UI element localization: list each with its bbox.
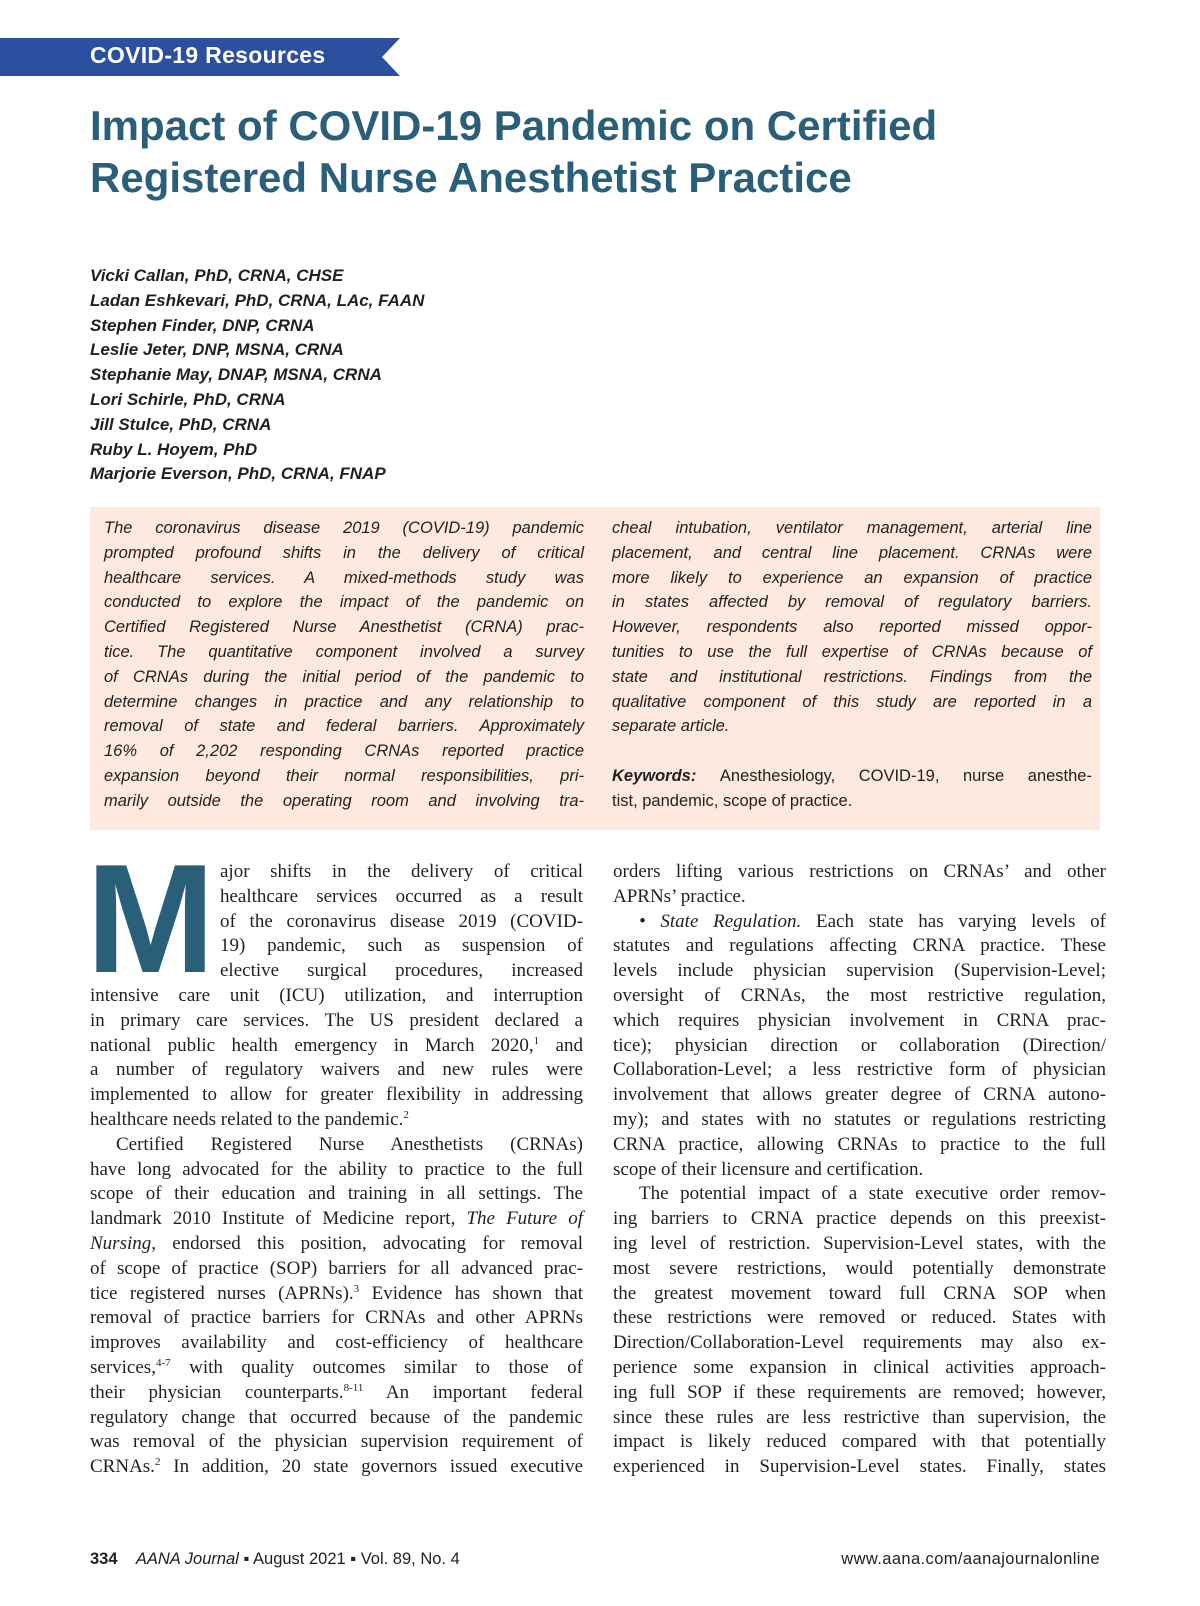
abstract-column-right xyxy=(612,516,1092,814)
body-line: in primary care services. The US president declared a xyxy=(90,1009,583,1031)
body-line: since these rules are less restrictive than supervision, the xyxy=(613,1406,1106,1428)
abstract-line: separate article. xyxy=(612,717,730,736)
body-line xyxy=(90,1232,583,1257)
body-line xyxy=(90,1455,583,1480)
author-list xyxy=(90,264,690,487)
title-line-1: Impact of COVID-19 Pandemic on Certified xyxy=(90,102,938,149)
body-line: a number of regulatory waivers and new rules were xyxy=(90,1059,583,1081)
text-run: national public health emergency in March 2020, xyxy=(90,1034,534,1056)
keywords-line-1 xyxy=(612,764,1092,789)
reference-superscript: 2 xyxy=(154,1456,161,1469)
body-line: oversight of CRNAs, the most restrictive regulation, xyxy=(613,984,1106,1006)
author: Ladan Eshkevari, PhD, CRNA, LAc, FAAN xyxy=(90,290,425,310)
body-line: impact is likely reduced compared with that potentially xyxy=(613,1431,1106,1453)
paragraph xyxy=(613,860,1106,910)
body-line: tice); physician direction or collaboration (Direction/ xyxy=(613,1034,1106,1056)
journal-url[interactable]: www.aana.com/aanajournalonline xyxy=(841,1550,1100,1568)
text-run: An important federal xyxy=(363,1381,584,1403)
body-line: levels include physician supervision (Supervision-Level; xyxy=(613,960,1106,982)
body-line: removal of practice barriers for CRNAs and other APRNs xyxy=(90,1307,583,1329)
text-run: landmark 2010 Institute of Medicine report, xyxy=(90,1208,467,1230)
body-line xyxy=(90,1282,583,1307)
state-regulation-bullet xyxy=(613,910,1106,1183)
body-line xyxy=(613,910,1106,935)
abstract-line: tunities to use the full expertise of CRNAs because of xyxy=(612,642,1092,661)
body-line: elective surgical procedures, increased xyxy=(220,960,583,982)
drop-cap: M xyxy=(86,832,216,1005)
article-title xyxy=(90,100,1090,204)
reference-superscript: 8-11 xyxy=(343,1381,364,1394)
section-banner xyxy=(0,38,415,76)
text-run: and xyxy=(539,1034,583,1056)
author: Jill Stulce, PhD, CRNA xyxy=(90,414,272,434)
body-line: these restrictions were removed or reduced. States with xyxy=(613,1307,1106,1329)
body-line: regulatory change that occurred because of the pandemic xyxy=(90,1406,583,1428)
text-run: with quality outcomes similar to those of xyxy=(170,1356,583,1378)
keywords-label: Keywords: xyxy=(612,766,697,785)
keywords-line-2 xyxy=(612,789,1092,814)
abstract-line: cheal intubation, ventilator management, arterial line xyxy=(612,519,1092,537)
body-line: which requires physician involvement in CRNA prac- xyxy=(613,1009,1106,1031)
abstract-line: placement, and central line placement. CRNAs were xyxy=(612,543,1092,562)
abstract-line: prompted profound shifts in the delivery of critical xyxy=(104,543,584,562)
body-line: scope of their licensure and certification. xyxy=(613,1158,924,1180)
text-run: tice registered nurses (APRNs). xyxy=(90,1282,354,1304)
body-line: was removal of the physician supervision requirement of xyxy=(90,1431,583,1453)
body-line: orders lifting various restrictions on CRNAs’ and other xyxy=(613,861,1106,882)
body-line: have long advocated for the ability to practice to the full xyxy=(90,1158,583,1180)
page-number: 334 xyxy=(90,1550,118,1568)
text-run: healthcare needs related to the pandemic. xyxy=(90,1108,404,1130)
reference-superscript: 2 xyxy=(403,1108,409,1121)
author: Marjorie Everson, PhD, CRNA, FNAP xyxy=(90,464,386,484)
author: Ruby L. Hoyem, PhD xyxy=(90,439,258,459)
abstract-line: However, respondents also reported missed oppor- xyxy=(612,618,1092,637)
abstract-column-left xyxy=(104,516,584,814)
author: Leslie Jeter, DNP, MSNA, CRNA xyxy=(90,340,344,360)
body-line xyxy=(90,1108,583,1133)
body-line xyxy=(90,1381,583,1406)
body-line: of scope of practice (SOP) barriers for all advanced prac- xyxy=(90,1257,583,1279)
journal-name: AANA Journal xyxy=(135,1550,239,1568)
abstract-line: Certified Registered Nurse Anesthetist (CRNA) prac- xyxy=(104,618,584,637)
body-line: implemented to allow for greater flexibility in addressing xyxy=(90,1084,583,1106)
issue-info: ▪ August 2021 ▪ Vol. 89, No. 4 xyxy=(238,1550,460,1568)
reference-superscript: 3 xyxy=(353,1282,360,1295)
paragraph xyxy=(613,1182,1106,1480)
body-line: scope of their education and training in all settings. The xyxy=(90,1183,583,1205)
keywords-text: tist, pandemic, scope of practice. xyxy=(612,791,853,810)
abstract-line: removal of state and federal barriers. Approximately xyxy=(104,717,584,736)
text-run: Each state has varying levels of xyxy=(801,910,1106,932)
text-run: Evidence has shown that xyxy=(359,1282,583,1304)
body-line: involvement that allows greater degree of CRNA autono- xyxy=(613,1084,1106,1106)
bullet-heading: • State Regulation. xyxy=(639,910,802,932)
abstract-line: marily outside the operating room and involving tra- xyxy=(104,791,584,810)
abstract-line: 16% of 2,202 responding CRNAs reported practice xyxy=(104,742,584,761)
body-line: experienced in Supervision-Level states. Finally, states xyxy=(613,1456,1106,1478)
body-line: perience some expansion in clinical activities approach- xyxy=(613,1356,1106,1378)
body-line: improves availability and cost-efficiency of healthcare xyxy=(90,1332,583,1354)
abstract-line: tice. The quantitative component involved a survey xyxy=(104,642,584,661)
text-run: In addition, 20 state governors issued executive xyxy=(160,1456,583,1478)
body-line: most severe restrictions, would potentially demonstrate xyxy=(613,1257,1106,1279)
keywords-text: Anesthesiology, COVID-19, nurse anesthe- xyxy=(719,766,1092,785)
text-run: their physician counterparts. xyxy=(90,1381,344,1403)
text-run: services, xyxy=(90,1356,156,1378)
body-line: Direction/Collaboration-Level requirements may also ex- xyxy=(613,1332,1106,1354)
text-run: CRNAs. xyxy=(90,1456,155,1478)
abstract-box xyxy=(90,507,1100,830)
body-line xyxy=(90,1207,583,1232)
body-line: Collaboration-Level; a less restrictive form of physician xyxy=(613,1059,1106,1081)
body-line: APRNs’ practice. xyxy=(613,885,746,907)
author: Vicki Callan, PhD, CRNA, CHSE xyxy=(90,266,344,285)
abstract-line: expansion beyond their normal responsibilities, pri- xyxy=(104,766,584,785)
body-line: intensive care unit (ICU) utilization, and interruption xyxy=(90,984,583,1006)
body-line xyxy=(90,1356,583,1381)
body-line: ajor shifts in the delivery of critical xyxy=(220,861,583,882)
paragraph xyxy=(90,1133,583,1480)
body-line: ing level of restriction. Supervision-Level states, with the xyxy=(613,1232,1106,1254)
intro-paragraph xyxy=(86,832,583,1133)
reference-superscript: 4-7 xyxy=(155,1356,171,1369)
body-line: healthcare services occurred as a result xyxy=(220,885,583,907)
abstract-line: The coronavirus disease 2019 (COVID-19) pandemic xyxy=(104,519,584,537)
body-line: of the coronavirus disease 2019 (COVID- xyxy=(220,910,583,932)
abstract-line: conducted to explore the impact of the pandemic on xyxy=(104,593,584,612)
abstract-line: in states affected by removal of regulatory barriers. xyxy=(612,593,1092,612)
section-banner-label: COVID-19 Resources xyxy=(90,42,326,68)
author: Stephen Finder, DNP, CRNA xyxy=(90,315,315,335)
body-line xyxy=(90,1034,583,1059)
abstract-line: more likely to experience an expansion of practice xyxy=(612,568,1092,587)
body-column-right xyxy=(613,860,1106,1480)
abstract-line: determine changes in practice and any relationship to xyxy=(104,692,584,711)
abstract-line: qualitative component of this study are reported in a xyxy=(612,692,1092,711)
body-line: the greatest movement toward full CRNA SOP when xyxy=(613,1282,1106,1304)
italic-title: The Future of xyxy=(466,1208,583,1230)
reference-superscript: 1 xyxy=(533,1034,540,1047)
text-run: , endorsed this position, advocating for removal xyxy=(151,1232,583,1254)
author: Stephanie May, DNAP, MSNA, CRNA xyxy=(90,365,382,385)
body-line: ing full SOP if these requirements are removed; however, xyxy=(613,1381,1106,1403)
author: Lori Schirle, PhD, CRNA xyxy=(90,389,286,409)
italic-title: Nursing xyxy=(90,1232,152,1254)
keywords xyxy=(612,764,1092,814)
body-line: CRNA practice, allowing CRNAs to practice to the full xyxy=(613,1133,1106,1155)
body-line: Certified Registered Nurse Anesthetists (CRNAs) xyxy=(116,1133,583,1155)
body-line: 19) pandemic, such as suspension of xyxy=(220,935,583,957)
title-line-2: Registered Nurse Anesthetist Practice xyxy=(90,154,852,201)
abstract-line: of CRNAs during the initial period of the pandemic to xyxy=(104,667,584,686)
abstract-line: state and institutional restrictions. Findings from the xyxy=(612,667,1092,686)
body-line: ing barriers to CRNA practice depends on this preexist- xyxy=(613,1208,1106,1230)
body-column-left xyxy=(86,832,584,1480)
page-footer xyxy=(90,1550,1100,1576)
body-line: The potential impact of a state executive order remov- xyxy=(639,1183,1106,1205)
abstract-line: healthcare services. A mixed-methods study was xyxy=(104,568,584,587)
body-line: statutes and regulations affecting CRNA practice. These xyxy=(613,935,1106,957)
body-line: my); and states with no statutes or regulations restricting xyxy=(613,1108,1106,1130)
